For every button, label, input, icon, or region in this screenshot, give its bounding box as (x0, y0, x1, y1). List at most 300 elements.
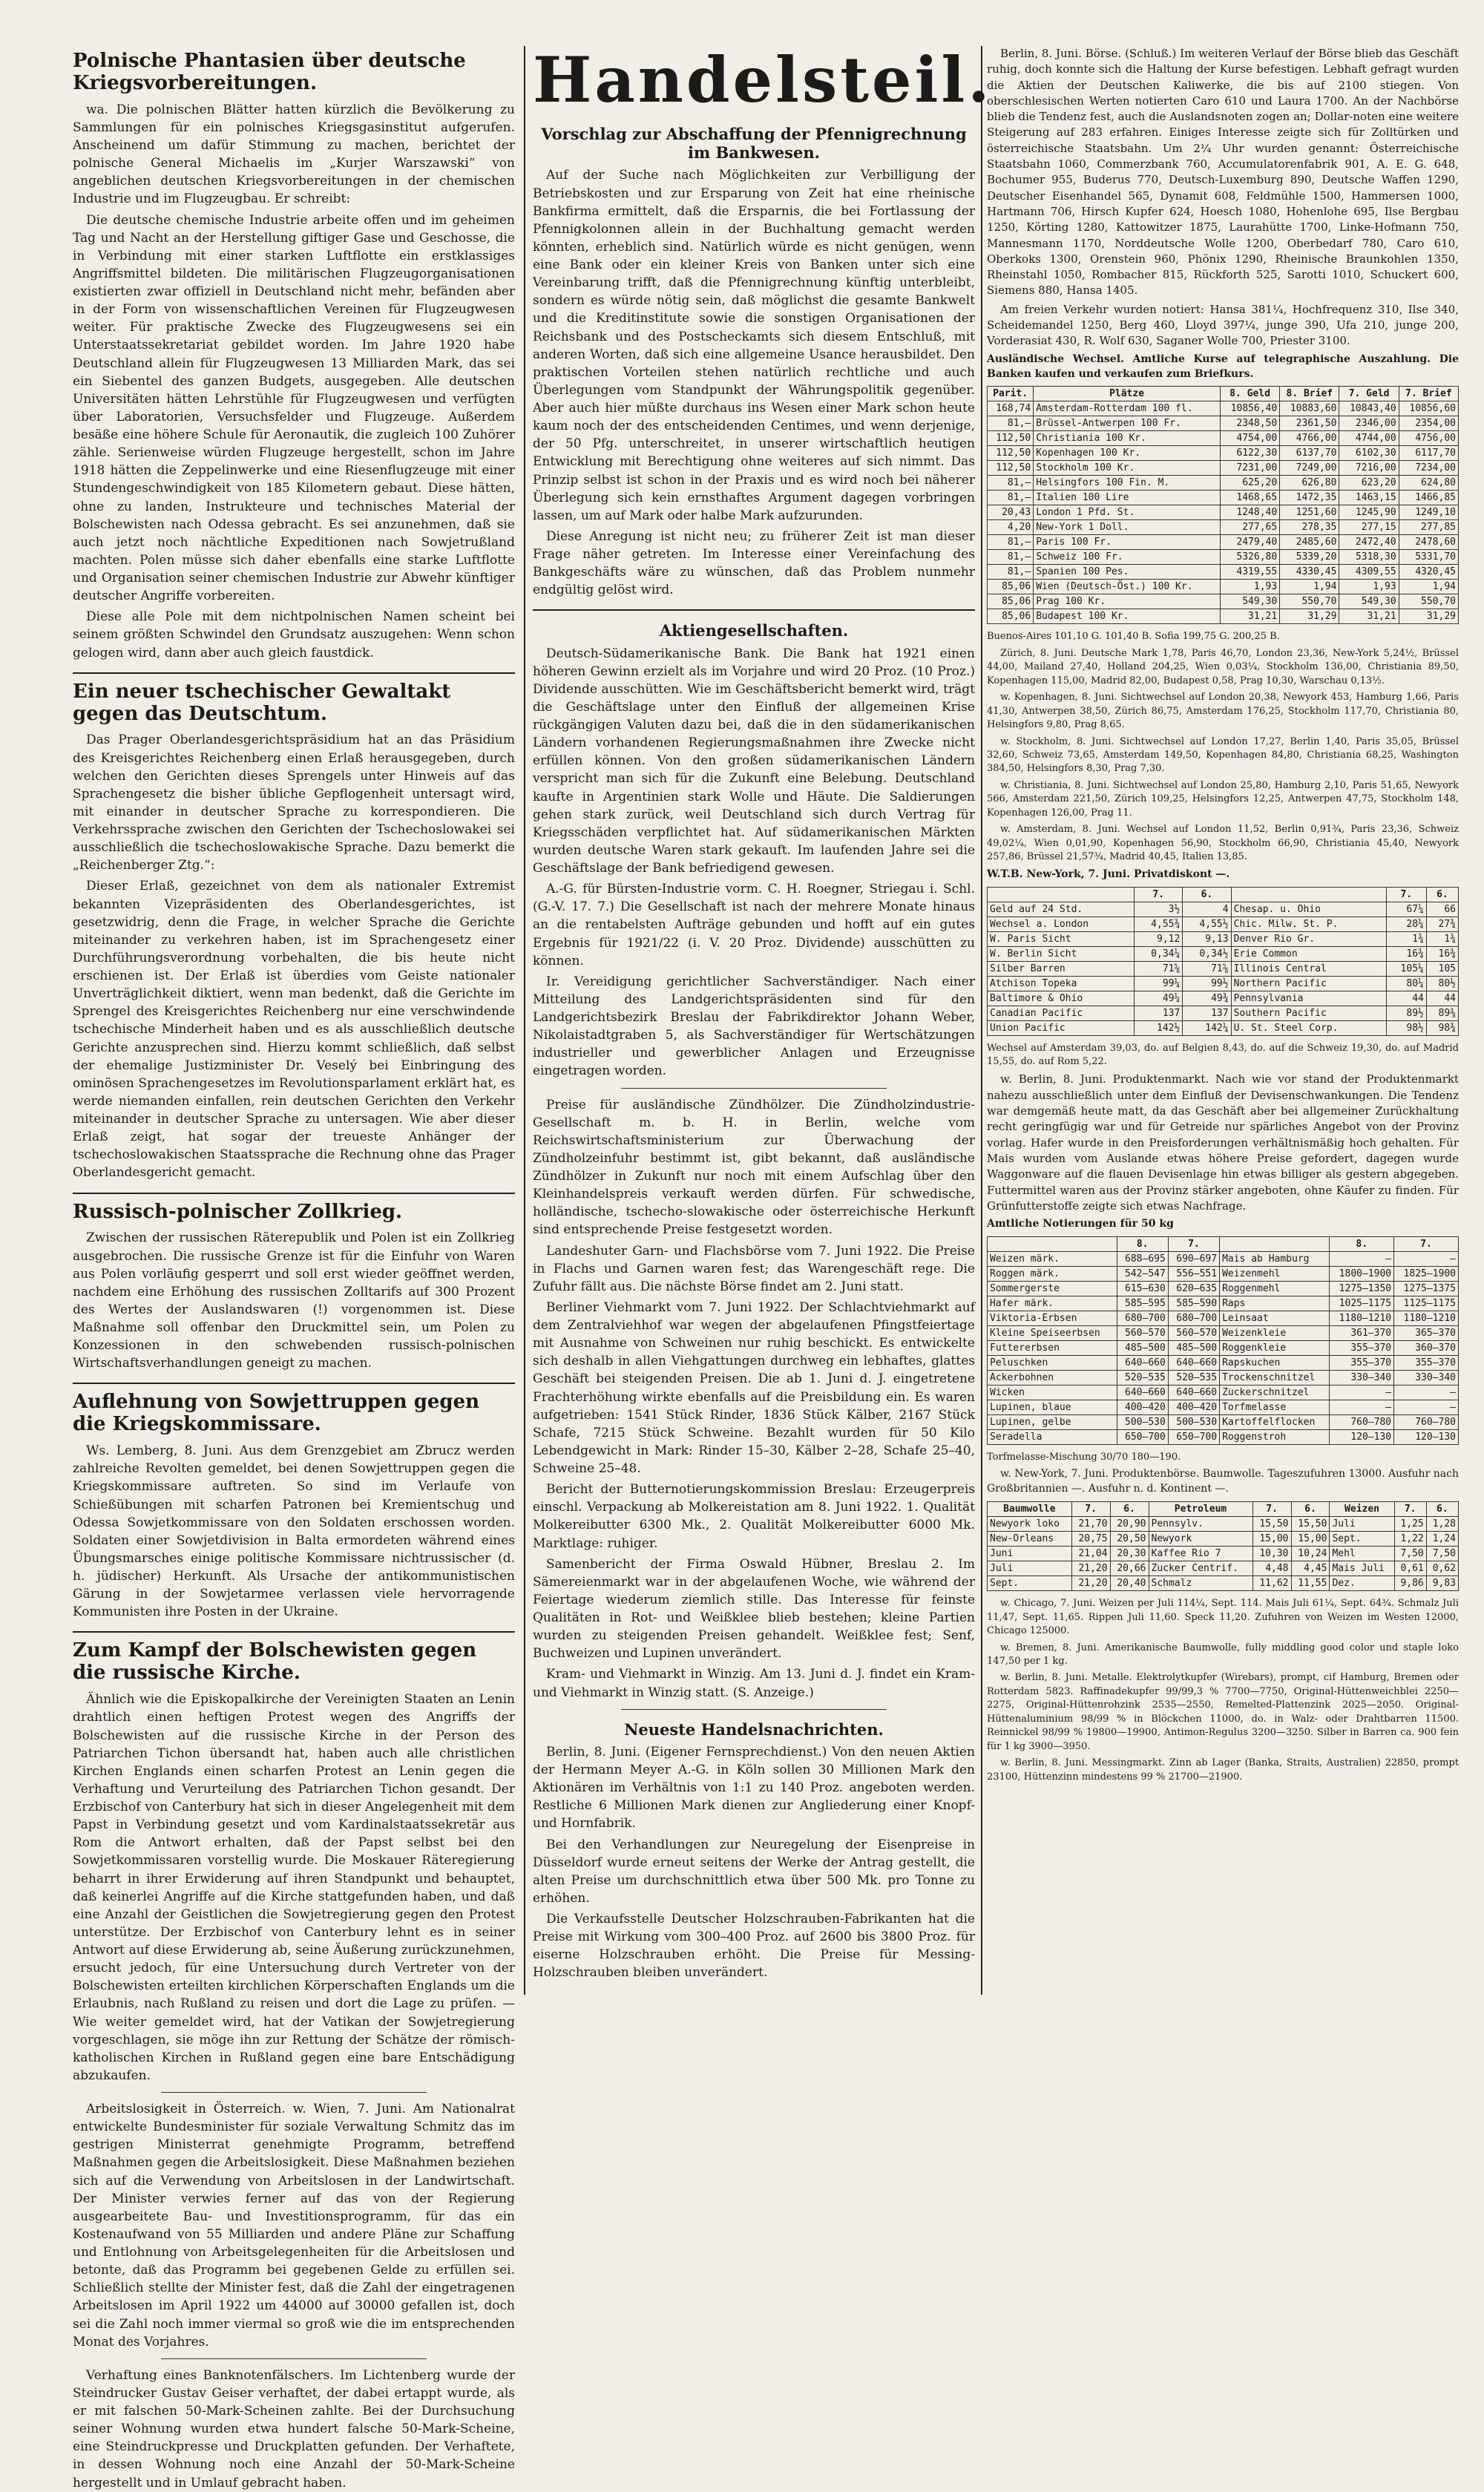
table-cell: Trockenschnitzel (1220, 1370, 1330, 1385)
table-cell: Denver Rio Gr. (1231, 931, 1386, 946)
table-header-cell (1220, 1236, 1330, 1251)
table-header-cell: 7. (1071, 1502, 1110, 1517)
table-cell: 549,30 (1339, 594, 1399, 609)
section-divider (73, 1383, 515, 1384)
table-cell: 680—700 (1117, 1311, 1168, 1325)
table-header-cell: 7. (1386, 887, 1426, 902)
paragraph: w. Chicago, 7. Juni. Weizen per Juli 114¼, Sept. 114. Mais Juli 61¼, Sept. 64¾. Schmalz Juli 11,47, Sept. 11,65. Rippen Juli 11,60. Speck 11,20. Zufuhren von Weizen im Westen 12000, Chicago 125000. (987, 1598, 1459, 1637)
table-cell: Futtererbsen (988, 1340, 1117, 1355)
table-note: Buenos-Aires 101,10 G. 101,40 B. Sofia 199,75 G. 200,25 B. (987, 631, 1280, 643)
baumwolle-table (987, 1501, 1459, 1591)
table-cell: Schweiz 100 Fr. (1034, 550, 1221, 565)
table-header-row (988, 387, 1459, 401)
table-cell: 4754,00 (1220, 431, 1279, 446)
table-cell: 355—370 (1330, 1340, 1394, 1355)
table-cell: — (1330, 1251, 1394, 1266)
table-cell: 1,22 (1394, 1532, 1426, 1547)
table-cell: Mais ab Hamburg (1220, 1251, 1330, 1266)
table-cell: 560—570 (1168, 1325, 1219, 1340)
table-cell: 1275—1375 (1394, 1281, 1459, 1296)
table-cell: 89½ (1386, 1006, 1426, 1020)
table-row (988, 476, 1459, 491)
paragraph: Kram- und Viehmarkt in Winzig. Am 13. Juni d. J. findet ein Kram- und Viehmarkt in Winzig statt. (S. Anzeige.) (533, 1667, 975, 1700)
table-cell: 485—500 (1117, 1340, 1168, 1355)
table-cell: Northern Pacific (1231, 976, 1386, 991)
table-cell: Union Pacific (988, 1020, 1135, 1035)
table-cell: 5331,70 (1399, 550, 1458, 565)
table-cell: Baltimore & Ohio (988, 991, 1135, 1006)
paragraph: Ir. Vereidigung gerichtlicher Sachverständiger. Nach einer Mitteilung des Landgerichtspräsidenten sind für den Landgerichtsbezirk Breslau der Fabrikdirektor Johann Weber, Nikolaistadtgraben 5, als Sachverständiger für Wertschätzungen industrieller und gewerblicher Anlagen und Erzeugnisse eingetragen worden. (533, 974, 975, 1079)
table-cell: 6102,30 (1339, 446, 1399, 461)
table-cell: 400—420 (1117, 1400, 1168, 1414)
table-cell: 1,93 (1339, 580, 1399, 594)
paragraph: Dieser Erlaß, gezeichnet von dem als nationaler Extremist bekannten Vizepräsidenten des Oberlandesgerichtes, ist gesetzwidrig, denn die Frage, in welcher Sprache die Gerichte miteinander zu verkehren haben, ist im Sprachengesetz einer Durchführungsverordnung vorbehalten, die bis heute nicht erschienen ist. Der Erlaß ist überdies vom Geiste nationaler Unverträglichkeit diktiert, wenn man bedenkt, daß die Gerichte im Sprengel des Kreisgerichtes Reichenberg nur eine verschwindende tschechische Minderheit haben und es als ausschließlich deutsche Gerichte anzusprechen sind. Hierzu kommt schließlich, daß selbst der ehemalige Justizminister Dr. Veselý bei Einbringung des ominösen Sprachengesetzes im Revolutionsparlament erklärt hat, es werde niemanden einfallen, rein deutschen Gerichten den Verkehr miteinander in deutscher Sprache zu untersagen. Wie aber dieser Erlaß zeigt, hat sogar der treueste Anhänger der tschechoslowakischen Staatssprache die Rechnung ohne das Prager Oberlandesgericht gemacht. (73, 879, 515, 1181)
table-row (988, 565, 1459, 580)
table-cell: Prag 100 Kr. (1034, 594, 1221, 609)
table-cell: Schmalz (1149, 1576, 1252, 1591)
table-cell: 10843,40 (1339, 401, 1399, 416)
table-cell: Geld auf 24 Std. (988, 902, 1135, 917)
table-cell: 49¾ (1183, 991, 1231, 1006)
paragraph: Arbeitslosigkeit in Österreich. w. Wien, 7. Juni. Am Nationalrat entwickelte Bundesminister für soziale Verwaltung Schmitz das im gestrigen Ministerrat genehmigte Programm, betreffend Maßnahmen gegen die Arbeitslosigkeit. Diese Maßnahmen beziehen sich auf die Verwendung von Arbeitslosen in der Landwirtschaft. Der Minister verwies ferner auf das von der Regierung ausgearbeitete Bau- und Investitionsprogramm, für das ein Kostenaufwand von 55 Milliarden und andere Pläne zur Schaffung und Entlohnung von Arbeitsgelegenheiten für die Arbeitslosen und betonte, daß das Programm bei gegebenen Gelde zu erfüllen sei. Schließlich stellte der Minister fest, daß die Zahl der eingetragenen Arbeitslosen im April 1922 um 44000 auf 30000 gefallen ist, doch sei die Zahl noch immer viermal so groß wie die im entsprechenden Monat des Vorjahres. (73, 2102, 515, 2350)
paragraph: w. Amsterdam, 8. Juni. Wechsel auf London 11,52, Berlin 0,91¾, Paris 23,36, Schweiz 49,02¼, Wien 0,01,90, Kopenhagen 56,90, Stockholm 66,90, Christiania 45,40, Newyork 257,86, Brüssel 21,57¾, Madrid 40,45, Italien 13,85. (987, 824, 1459, 863)
table-cell: 15,00 (1252, 1532, 1291, 1547)
table-cell: 16¾ (1386, 946, 1426, 961)
table-cell: W. Berlin Sicht (988, 946, 1135, 961)
table-header-cell: 7. Geld (1339, 387, 1399, 401)
table-cell: 15,50 (1291, 1517, 1330, 1532)
table-cell: 650—700 (1117, 1429, 1168, 1444)
table-cell: 556—551 (1168, 1266, 1219, 1281)
table-cell: 0,62 (1426, 1561, 1458, 1576)
table-header-cell: Weizen (1330, 1502, 1394, 1517)
paragraph: A.-G. für Bürsten-Industrie vorm. C. H. Roegner, Striegau i. Schl. (G.-V. 17. 7.) Die Gesellschaft ist nach der mehrere Monate hinaus an die rentabelsten Aufträge gebunden und hofft auf ein gutes Ergebnis für 1921/22 (i. V. 20 Proz. Dividende) ausschütten zu können. (533, 882, 975, 968)
table-cell: 1463,15 (1339, 491, 1399, 505)
table-cell: 4330,45 (1280, 565, 1339, 580)
column-rule-left (524, 46, 525, 1995)
table-cell: 4,20 (988, 520, 1034, 535)
table-cell: 7,50 (1394, 1547, 1426, 1561)
table-cell: 1800—1900 (1330, 1266, 1394, 1281)
table-cell: 21,70 (1071, 1517, 1110, 1532)
table-row (988, 1251, 1459, 1266)
table-cell: 1,28 (1426, 1517, 1458, 1532)
table-row (988, 1340, 1459, 1355)
table-header-cell: 6. (1183, 887, 1231, 902)
table-cell: 120—130 (1394, 1429, 1459, 1444)
table-cell: 1180—1210 (1394, 1311, 1459, 1325)
table-cell: New-Orleans (988, 1532, 1072, 1547)
table-cell: 1472,35 (1280, 491, 1339, 505)
table-cell: Juli (1330, 1517, 1394, 1532)
table-header-cell: 7. (1252, 1502, 1291, 1517)
table-cell: Torfmelasse (1220, 1400, 1330, 1414)
table-header-cell (1231, 887, 1386, 902)
table-cell: 20,90 (1110, 1517, 1149, 1532)
table-cell: Spanien 100 Pes. (1034, 565, 1221, 580)
table-cell: 1825—1900 (1394, 1266, 1459, 1281)
table-header-cell (988, 887, 1135, 902)
paragraph: wa. Die polnischen Blätter hatten kürzlich die Bevölkerung zu Sammlungen für ein polnisches Kriegsgasinstitut aufgerufen. Anscheinend um dafür Stimmung zu machen, berichtet der polnische General Michaelis im „Kurjer Warszawski“ von angeblichen deutschen Kriegsvorbereitungen in der chemischen Industrie und im Flugzeugbau. Er schreibt: (73, 102, 515, 207)
table-row (988, 931, 1459, 946)
table-cell: Paris 100 Fr. (1034, 535, 1221, 550)
section-divider (533, 609, 975, 611)
table-cell: Weizenkleie (1220, 1325, 1330, 1340)
table-cell: Kaffee Rio 7 (1149, 1547, 1252, 1561)
table-cell: 585—595 (1117, 1296, 1168, 1311)
column-handelsteil (533, 43, 993, 1995)
table-header-cell: 7. (1394, 1502, 1426, 1517)
table-cell: 10,24 (1291, 1547, 1330, 1561)
table-cell: 277,85 (1399, 520, 1458, 535)
paragraph: Bericht der Butternotierungskommission Breslau: Erzeugerpreis einschl. Verpackung ab Molkereistation am 8. Juni 1922. 1. Qualität Molkereibutter 6300 Mk., 2. Qualität Molkereibutter 6000 Mk. Marktlage: ruhiger. (533, 1482, 975, 1551)
column-boerse (987, 46, 1459, 1995)
table-cell: Roggen märk. (988, 1266, 1117, 1281)
table-cell: Silber Barren (988, 961, 1135, 976)
table-cell: 31,29 (1399, 609, 1458, 624)
table-cell: 71⅝ (1135, 961, 1183, 976)
table-cell: 44 (1426, 991, 1458, 1006)
paragraph: Die deutsche chemische Industrie arbeite offen und im geheimen Tag und Nacht an der Herstellung giftiger Gase und Geschosse, die in Verbindung mit einer starken Luftflotte ein erstklassiges Angriffsmittel bildeten. Die militärischen Flugzeugorganisationen existierten zwar offiziell in Deutschland nicht mehr, befänden aber in der Form von wissenschaftlichen Vereinen für Flugzeugwesen weiter. Für praktische Zwecke des Flugzeugwesens sei ein Unterstaatssekretariat gebildet worden. Im Jahre 1920 habe Deutschland allein für Flugzeugwesen 13 Milliarden Mark, das sei ein Siebentel des ganzen Budgets, ausgegeben. Alle deutschen Universitäten hätten Lehrstühle für Flugzeugwesen und verfügten über Laboratorien, Versuchsfelder und Flugzeuge. Außerdem besäße eine höhere Schule für Aeronautik, die zugleich 100 Zuhörer zähle. Serienweise würden Flugzeuge hergestellt, schon im Jahre 1918 hätten die Zeppelinwerke und eine Riesenflugzeuge mit einer Stundengeschwindigkeit von 185 Kilometern gebaut. Diese hätten, ohne zu landen, Instrukteure und technisches Material der Bolschewisten nach Odessa gebracht. Es sei anzunehmen, daß sie auch jetzt noch nächtliche Expeditionen nach Sowjetrußland machten. Polen müsse sich daher ebenfalls eine starke Luftflotte und Organisation seiner chemischen Industrie zur Abwehr künftiger deutscher Angriffe vorbereiten. (73, 212, 515, 604)
table-cell: Budapest 100 Kr. (1034, 609, 1221, 624)
table-cell: 142¼ (1183, 1020, 1231, 1035)
table-cell: 137 (1183, 1006, 1231, 1020)
headline-russische-kirche: Zum Kampf der Bolschewisten gegen die russische Kirche. (73, 1639, 477, 1685)
table-cell: 44 (1386, 991, 1426, 1006)
table-cell: 542—547 (1117, 1266, 1168, 1281)
table-cell: 89⅜ (1426, 1006, 1458, 1020)
table-cell: — (1330, 1400, 1394, 1414)
table-row (988, 580, 1459, 594)
headline-tschechischer-gewaltakt: Ein neuer tschechischer Gewaltakt gegen das Deutschtum. (73, 680, 451, 725)
table-cell: Seradella (988, 1429, 1117, 1444)
table-cell: 0,61 (1394, 1561, 1426, 1576)
table-row (988, 550, 1459, 565)
table-cell: 360—370 (1394, 1340, 1459, 1355)
table-cell: Kopenhagen 100 Kr. (1034, 446, 1221, 461)
paragraph: Samenbericht der Firma Oswald Hübner, Breslau 2. Im Sämereienmarkt war in der abgelaufenen Woche, wie während der Feiertage wiederum ziemlich stille. Das Interesse für feinste Qualitäten in Rot- und Weißklee blieb bestehen; kleine Partien wurden zu steigenden Preisen gehandelt. Weißklee fest; Senf, Buchweizen und Lupinen unverändert. (533, 1556, 975, 1662)
table-cell: 9,12 (1135, 931, 1183, 946)
table-cell: 81,— (988, 491, 1034, 505)
paragraph: w. Berlin, 8. Juni. Produktenmarkt. Nach wie vor stand der Produktenmarkt nahezu ausschließlich unter dem Einfluß der Devisenschwankungen. Die Tendenz war demgemäß heute matt, da das Geschäft aber bei allgemeiner Zurückhaltung recht geringfügig war und für Getreide nur spärliches Angebot von der Provinz vorlag. Hafer wurde in den Preisforderungen verhältnismäßig hoch gehalten. Für Mais wurden vom Auslande etwas höhere Preise gefordert, dagegen wurde Waggonware auf die flauen Devisenlage hin etwas billiger als gestern abgegeben. Futtermittel waren aus der Provinz stärker angeboten, ohne Käufer zu finden. Für Grünfutterstoffe zeigte sich etwas Nachfrage. (987, 1072, 1459, 1213)
table-cell: 81,— (988, 565, 1034, 580)
table-cell: 640—660 (1168, 1355, 1219, 1370)
table-cell: 80½ (1426, 976, 1458, 991)
table-row (988, 1355, 1459, 1370)
table-cell: 626,80 (1280, 476, 1339, 491)
table-cell: 49¼ (1135, 991, 1183, 1006)
table-cell: 1468,65 (1220, 491, 1279, 505)
table-note: Torfmelasse-Mischung 30/70 180—190. (987, 1451, 1181, 1463)
table-cell: 85,06 (988, 580, 1034, 594)
section-divider (73, 1631, 515, 1633)
table-cell: 21,20 (1071, 1576, 1110, 1591)
table-cell: 10883,60 (1280, 401, 1339, 416)
table-cell: 520—535 (1117, 1370, 1168, 1385)
table-cell: 20,66 (1110, 1561, 1149, 1576)
table-cell: 1,94 (1399, 580, 1458, 594)
table-cell: — (1330, 1385, 1394, 1400)
table-cell: 10856,40 (1220, 401, 1279, 416)
section-divider (621, 1088, 887, 1089)
table-cell: 485—500 (1168, 1340, 1219, 1355)
table-cell: 98¾ (1426, 1020, 1458, 1035)
paragraph: Diese alle Pole mit dem nichtpolnischen Namen scheint bei seinem größten Schwindel den Grundsatz auszugehen: Wenn schon gelogen wird, dann aber auch gleich faustdick. (73, 609, 515, 660)
table-cell: 4319,55 (1220, 565, 1279, 580)
table-cell: Chic. Milw. St. P. (1231, 917, 1386, 931)
table-cell: 1249,10 (1399, 505, 1458, 520)
table-cell: 624,80 (1399, 476, 1458, 491)
table-cell: 1¾ (1426, 931, 1458, 946)
table-note: Wechsel auf Amsterdam 39,03, do. auf Belgien 8,43, do. auf die Schweiz 19,30, do. auf Madrid 15,55, do. auf Rom 5,22. (987, 1042, 1459, 1067)
section-masthead: Handelsteil. (533, 43, 993, 117)
table-cell: 85,06 (988, 609, 1034, 624)
table-cell: 120—130 (1330, 1429, 1394, 1444)
table-cell: Leinsaat (1220, 1311, 1330, 1325)
table-row (988, 1296, 1459, 1311)
table-cell: 2361,50 (1280, 416, 1339, 431)
paragraph: w. Kopenhagen, 8. Juni. Sichtwechsel auf London 20,38, Newyork 453, Hamburg 1,66, Paris 41,30, Antwerpen 38,50, Zürich 86,75, Amsterdam 176,25, Stockholm 117,70, Christiania 80, Helsingfors 9,80, Prag 8,65. (987, 692, 1459, 731)
paragraph: Ähnlich wie die Episkopalkirche der Vereinigten Staaten an Lenin drahtlich einen heftigen Protest wegen des Angriffs der Bolschewisten auf die russische Kirche in der Person des Patriarchen Tichon übersandt hat, haben auch alle christlichen Kirchen Englands einen scharfen Protest an Lenin gegen die Verhaftung und Verurteilung des Patriarchen Tichon gesandt. Der Erzbischof von Canterbury hat sich in dieser Angelegenheit mit dem Papst in Verbindung gesetzt und vom Kardinalstaatssekretär aus Rom die Antwort erhalten, daß der Papst selbst bei den Sowjetkommissaren vorstellig wurde. Die Moskauer Räteregierung beharrt in ihrer Erwiderung auf ihren Standpunkt und behauptet, daß keinerlei Angriffe auf die Kirche stattgefunden haben, und daß eine Anzahl der Geistlichen die Sowjetregierung gegen den Protest unterstütze. Der Erzbischof von Canterbury lehnt es in seiner Antwort auf diese Erwiderung ab, seine Äußerung zurückzunehmen, ersucht jedoch, für eine Untersuchung durch Vertreter von der Bolschewisten erteilten kirchlichen Körperschaften Englands um die Erlaubnis, nach Rußland zu reisen und dort die Lage zu prüfen. — Wie weiter gemeldet wird, hat der Vatikan der Sowjetregierung vorgeschlagen, sie möge ihn zur Rettung der Schätze der römisch-katholischen Kirchen in Rußland gegen eine bare Entschädigung abzukaufen. (73, 1692, 515, 2083)
table-row (988, 1006, 1459, 1020)
table-cell: 560—570 (1117, 1325, 1168, 1340)
table-row (988, 1020, 1459, 1035)
table-cell: Pennsylvania (1231, 991, 1386, 1006)
table-cell: 4309,55 (1339, 565, 1399, 580)
table-cell: Sommergerste (988, 1281, 1117, 1296)
table-cell: 4,45 (1291, 1561, 1330, 1576)
table-cell: 1,25 (1394, 1517, 1426, 1532)
table-header-row (988, 1236, 1459, 1251)
table-cell: 20,50 (1110, 1532, 1149, 1547)
table-cell: 680—700 (1168, 1311, 1219, 1325)
table-cell: 2348,50 (1220, 416, 1279, 431)
table-cell: 4 (1183, 902, 1231, 917)
heading-aktiengesellschaften: Aktiengesellschaften. (659, 621, 849, 640)
table-cell: Christiania 100 Kr. (1034, 431, 1221, 446)
table-header-cell: 7. (1168, 1236, 1219, 1251)
table-cell: Lupinen, gelbe (988, 1414, 1117, 1429)
paragraph: Deutsch-Südamerikanische Bank. Die Bank hat 1921 einen höheren Gewinn erzielt als im Vorjahre und wird 20 Proz. (10 Proz.) Dividende ausschütten. Wie im Geschäftsbericht bemerkt wird, trägt die Geschäftslage unter den Einfluß der allgemeinen Krise rückgängigen Valuten dazu bei, daß die in den südamerikanischen Ländern vorhandenen Regierungsmaßnahmen ihre Zwecke nicht erfüllen können. Von den großen südamerikanischen Ländern verspricht man sich für die Zukunft eine Belebung. Deutschland kaufte in Argentinien stark Wolle und Häute. Die Saldierungen gehen stark zurück, weil Deutschland sich durch Vertrag für Kriegsschäden verpflichtet hat. Auf südamerikanischen Märkten wurden deutsche Waren stark gekauft. Im laufenden Jahre sei die Geschäftslage der Bank befriedigend gewesen. (533, 646, 975, 876)
table-cell: 1245,90 (1339, 505, 1399, 520)
table-cell: Ackerbohnen (988, 1370, 1117, 1385)
table-row (988, 1517, 1459, 1532)
heading-handelsnachrichten: Neueste Handelsnachrichten. (624, 1719, 884, 1739)
table-cell: Wien (Deutsch-Öst.) 100 Kr. (1034, 580, 1221, 594)
table-cell: 2485,60 (1280, 535, 1339, 550)
headline-polnische-phantasien: Polnische Phantasien über deutsche Kriegsvorbereitungen. (73, 50, 466, 94)
table-cell: Newyork loko (988, 1517, 1072, 1532)
paragraph: Am freien Verkehr wurden notiert: Hansa 381¼, Hochfrequenz 310, Ilse 340, Scheidemandel 1250, Berg 460, Lloyd 397¼, junge 390, Ufa 210, junge 200, Vorderasiat 430, R. Wolf 630, Saganer Wolle 700, Priester 3100. (987, 302, 1459, 348)
table-cell: 500—530 (1168, 1414, 1219, 1429)
table-cell: 549,30 (1220, 594, 1279, 609)
table-cell: 31,21 (1220, 609, 1279, 624)
table-row (988, 431, 1459, 446)
table-cell: 690—697 (1168, 1251, 1219, 1266)
table-cell: 15,50 (1252, 1517, 1291, 1532)
table-row (988, 917, 1459, 931)
paragraph: Zürich, 8. Juni. Deutsche Mark 1,78, Paris 46,70, London 23,36, New-York 5,24½, Brüssel 44,00, Mailand 27,40, Holland 204,25, Wien 0,03¼, Stockholm 136,00, Christiania 89,50, Kopenhagen 115,00, Madrid 82,00, Budapest 0,58, Prag 10,30, Warschau 0,13½. (987, 647, 1459, 686)
column-politics (73, 46, 515, 2491)
table-cell: 4766,00 (1280, 431, 1339, 446)
table-row (988, 535, 1459, 550)
table-cell: 640—660 (1168, 1385, 1219, 1400)
table-cell: 31,29 (1280, 609, 1339, 624)
table-header-row (988, 1502, 1459, 1517)
table-cell: 9,83 (1426, 1576, 1458, 1591)
table-cell: Zuckerschnitzel (1220, 1385, 1330, 1400)
table-cell: 7249,00 (1280, 461, 1339, 476)
table-cell: 10,30 (1252, 1547, 1291, 1561)
table-cell: 4320,45 (1399, 565, 1458, 580)
table-header-cell (988, 1236, 1117, 1251)
table-row (988, 594, 1459, 609)
table-cell: 1¾ (1386, 931, 1426, 946)
table-cell: 0,34¼ (1135, 946, 1183, 961)
table-cell: 20,43 (988, 505, 1034, 520)
table-header-cell: 7. Brief (1399, 387, 1458, 401)
paragraph: Diese Anregung ist nicht neu; zu früherer Zeit ist man dieser Frage näher getreten. Im Interesse einer Vereinfachung des Bankgeschäfts wäre zu wünschen, daß das Problem nunmehr endgültig gelöst wird. (533, 528, 975, 598)
table-row (988, 1414, 1459, 1429)
table-cell: 1180—1210 (1330, 1311, 1394, 1325)
paragraph: Landeshuter Garn- und Flachsbörse vom 7. Juni 1922. Die Preise in Flachs und Garnen waren fest; das Warengeschäft rege. Die Zufuhr fällt aus. Die nächste Börse findet am 2. Juni statt. (533, 1243, 975, 1294)
table-cell: Pennsylv. (1149, 1517, 1252, 1532)
table-cell: 2346,00 (1339, 416, 1399, 431)
table-row (988, 961, 1459, 976)
table-cell: 11,55 (1291, 1576, 1330, 1591)
table-cell: Sept. (988, 1576, 1072, 1591)
table-cell: 550,70 (1399, 594, 1458, 609)
table-cell: 142½ (1135, 1020, 1183, 1035)
table-row (988, 976, 1459, 991)
table-row (988, 1429, 1459, 1444)
table-cell: 1025—1175 (1330, 1296, 1394, 1311)
table-header-cell: 6. (1110, 1502, 1149, 1517)
paragraph: Das Prager Oberlandesgerichtspräsidium hat an das Präsidium des Kreisgerichtes Reichenberg einen Erlaß herausgegeben, durch welchen den Gerichten dieses Sprengels unter Hinweis auf das Sprachengesetz die bisher übliche Gepflogenheit untersagt wird, mit einander in deutscher Sprache zu korrespondieren. Die Verkehrssprache zwischen den Gerichten der Tschechoslowakei sei ausschließlich die tschechoslowakische Sprache. Dazu bemerkt die „Reichenberger Ztg.“: (73, 732, 515, 873)
table-cell: 81,— (988, 550, 1034, 565)
table-cell: New-York 1 Doll. (1034, 520, 1221, 535)
paragraph: Ws. Lemberg, 8. Juni. Aus dem Grenzgebiet am Zbrucz werden zahlreiche Revolten gemeldet, bei denen Sowjettruppen gegen die Kriegskommissare auftreten. So sind im Verlaufe von Schießübungen mit scharfen Patronen bei Kremientschug und Odessa Sowjetkommissare von den Soldaten erschossen worden. Soldaten einer Sowjetdivision in Balta ermordeten während eines Übungsmarsches einige politische Kommissare nichtrussischer (d. h. jüdischer) Herkunft. Als Ursache der antikommunistischen Gärung in der Sowjetarmee verlassen viele hervorragende Kommunisten ihre Posten in der Ukraine. (73, 1443, 515, 1620)
table-cell: 5339,20 (1280, 550, 1339, 565)
table-header-cell: 8. (1330, 1236, 1394, 1251)
table-cell: Helsingfors 100 Fin. M. (1034, 476, 1221, 491)
table-cell: 400—420 (1168, 1400, 1219, 1414)
table-row (988, 1266, 1459, 1281)
table-cell: Rapskuchen (1220, 1355, 1330, 1370)
table-cell: 620—635 (1168, 1281, 1219, 1296)
table-row (988, 1385, 1459, 1400)
table-header-cell: 6. (1426, 887, 1458, 902)
headline-sowjettruppen: Auflehnung von Sowjettruppen gegen die Kriegskommissare. (73, 1391, 480, 1436)
table-cell: 760—780 (1330, 1414, 1394, 1429)
table-cell: Southern Pacific (1231, 1006, 1386, 1020)
table-cell: 4,55½ (1183, 917, 1231, 931)
paragraph: Berliner Viehmarkt vom 7. Juni 1922. Der Schlachtviehmarkt auf dem Zentralviehhof war wegen der abgelaufenen Pfingstfeiertage mit Ausnahme von Schweinen nur ruhig beschickt. Es entwickelte sich deshalb in allen Viehgattungen durchweg ein lebhaftes, glattes Geschäft bei steigenden Preisen. Die ab 1. Juni d. J. eingetretene Frachterhöhung wirkte ebenfalls auf die Preisbildung ein. Es waren aufgetrieben: 1541 Stück Rinder, 1836 Stück Kälber, 2167 Stück Schafe, 7215 Stück Schweine. Bezahlt wurden für 50 Kilo Lebendgewicht in Mark: Rinder 15–30, Kälber 2–28, Schafe 25–40, Schweine 25–48. (533, 1299, 975, 1477)
table-cell: 330—340 (1330, 1370, 1394, 1385)
table-row (988, 609, 1459, 624)
paragraph: w. Berlin, 8. Juni. Metalle. Elektrolytkupfer (Wirebars), prompt, cif Hamburg, Bremen oder Rotterdam 5823. Raffinadekupfer 99/99,3 % 7700—7750, Original-Hüttenweichblei 2250—2275, Original-Hüttenrohzink 2535—2550, Remelted-Plattenzink 2025—2050. Original-Hüttenaluminium 98/99 % in Blöckchen 11000, do. in Walz- oder Drahtbarren 11500. Reinnickel 98/99 % 19800—19900, Antimon-Regulus 3200—3250. Silber in Barren ca. 900 fein für 1 kg 3900—3950. (987, 1672, 1459, 1752)
table-cell: 1275—1350 (1330, 1281, 1394, 1296)
table-cell: 1,93 (1220, 580, 1279, 594)
table-cell: Lupinen, blaue (988, 1400, 1117, 1414)
table-cell: 1125—1175 (1394, 1296, 1459, 1311)
table-cell: 6137,70 (1280, 446, 1339, 461)
table-cell: Roggenmehl (1220, 1281, 1330, 1296)
paragraph: Berlin, 8. Juni. Börse. (Schluß.) Im weiteren Verlauf der Börse blieb das Geschäft ruhig, doch konnte sich die Haltung der Kurse befestigen. Lebhaft gefragt wurden die Aktien der Deutschen Kaliwerke, die bis auf 2100 stiegen. Von oberschlesischen Werten notierten Caro 610 und Laura 1700. An der Nachbörse blieb die Tendenz fest, auch die Auslandsnoten zogen an; Dollar-noten eine weitere Steigerung auf 283 erfahren. Einiges Interesse zeigte sich für Zolltürken und österreichische Staatsbahn. Um 2¼ Uhr wurden genannt: Österreichische Staatsbahn 1060, Commerzbank 760, Accumulatorenfabrik 901, A. E. G. 648, Bochumer 955, Buderus 770, Deutsch-Luxemburg 890, Deutsche Waffen 1290, Deutscher Eisenhandel 565, Dynamit 608, Feldmühle 1500, Hammersen 1000, Hartmann 706, Hirsch Kupfer 624, Hoesch 1080, Hohenlohe 695, Ilse Bergbau 1250, Körting 1280, Kattowitzer 1875, Laurahütte 1700, Linke-Hofmann 750, Mannesmann 1170, Norddeutsche Wolle 1200, Oberbedarf 780, Caro 610, Oberkoks 1300, Orenstein 960, Phönix 1290, Rheinische Braunkohlen 1350, Rheinstahl 1050, Rombacher 815, Rückforth 525, Sarotti 1010, Schuckert 600, Siemens 880, Hansa 1405. (987, 47, 1459, 298)
table-cell: — (1394, 1251, 1459, 1266)
table-cell: 105 (1426, 961, 1458, 976)
table-cell: Raps (1220, 1296, 1330, 1311)
table-cell: 7234,00 (1399, 461, 1458, 476)
table-cell: 21,20 (1071, 1561, 1110, 1576)
table-cell: 1248,40 (1220, 505, 1279, 520)
table-cell: 277,65 (1220, 520, 1279, 535)
table-cell: Weizen märk. (988, 1251, 1117, 1266)
table-cell: 6122,30 (1220, 446, 1279, 461)
paragraph: w. Stockholm, 8. Juni. Sichtwechsel auf London 17,27, Berlin 1,40, Paris 35,05, Brüssel 32,60, Schweiz 73,65, Amsterdam 149,50, Kopenhagen 84,80, Christiania 68,25, Washington 384,50, Helsingfors 8,30, Prag 7,30. (987, 735, 1459, 775)
table-row (988, 401, 1459, 416)
table-cell: 81,— (988, 476, 1034, 491)
table-cell: 9,13 (1183, 931, 1231, 946)
table-cell: Hafer märk. (988, 1296, 1117, 1311)
table-cell: 640—660 (1117, 1385, 1168, 1400)
table-cell: Wechsel a. London (988, 917, 1135, 931)
table-cell: 623,20 (1339, 476, 1399, 491)
table-row (988, 991, 1459, 1006)
table-cell: 550,70 (1280, 594, 1339, 609)
table-header-cell: 7. (1394, 1236, 1459, 1251)
produkten-table (987, 1236, 1459, 1445)
section-divider (161, 2092, 427, 2093)
table-cell: 11,62 (1252, 1576, 1291, 1591)
table-header-cell: 8. Geld (1220, 387, 1279, 401)
table-cell: 3½ (1135, 902, 1183, 917)
table-cell: Kartoffelflocken (1220, 1414, 1330, 1429)
table-cell: 2478,60 (1399, 535, 1458, 550)
paragraph: Bei den Verhandlungen zur Neuregelung der Eisenpreise in Düsseldorf wurde erneut seitens der Werke der Antrag gestellt, die alten Preise um durchschnittlich etwa über 500 Mk. pro Tonne zu erhöhen. (533, 1837, 975, 1906)
table-cell: Kleine Speiseerbsen (988, 1325, 1117, 1340)
table-cell: 66 (1426, 902, 1458, 917)
table-cell: 4744,00 (1339, 431, 1399, 446)
table-header-cell: 8. (1117, 1236, 1168, 1251)
table-cell: 6117,70 (1399, 446, 1458, 461)
table-cell: 365—370 (1394, 1325, 1459, 1340)
table-cell: Mais Juli (1330, 1561, 1394, 1576)
wechsel-table (987, 386, 1459, 624)
table-cell: — (1394, 1400, 1459, 1414)
table-cell: 4,55¾ (1135, 917, 1183, 931)
table-cell: 20,30 (1110, 1547, 1149, 1561)
table-cell: Illinois Central (1231, 961, 1386, 976)
section-divider (73, 672, 515, 674)
table-cell: Juli (988, 1561, 1072, 1576)
table-cell: 1,94 (1280, 580, 1339, 594)
table-header-cell: 8. Brief (1280, 387, 1339, 401)
paragraph: w. Berlin, 8. Juni. Messingmarkt. Zinn ab Lager (Banka, Straits, Australien) 22850, prompt 23100, Hüttenzinn mindestens 99 % 21700—21900. (987, 1757, 1459, 1783)
table-cell: Sept. (1330, 1532, 1394, 1547)
table-cell: 7231,00 (1220, 461, 1279, 476)
table-cell: 98½ (1386, 1020, 1426, 1035)
table-cell: 760—780 (1394, 1414, 1459, 1429)
table-cell: 4756,00 (1399, 431, 1458, 446)
table-cell: Juni (988, 1547, 1072, 1561)
table-cell: 10856,60 (1399, 401, 1458, 416)
table-cell: U. St. Steel Corp. (1231, 1020, 1386, 1035)
table-cell: Roggenkleie (1220, 1340, 1330, 1355)
table-cell: 67¼ (1386, 902, 1426, 917)
table-header-cell: 6. (1426, 1502, 1458, 1517)
section-divider (621, 1709, 887, 1710)
